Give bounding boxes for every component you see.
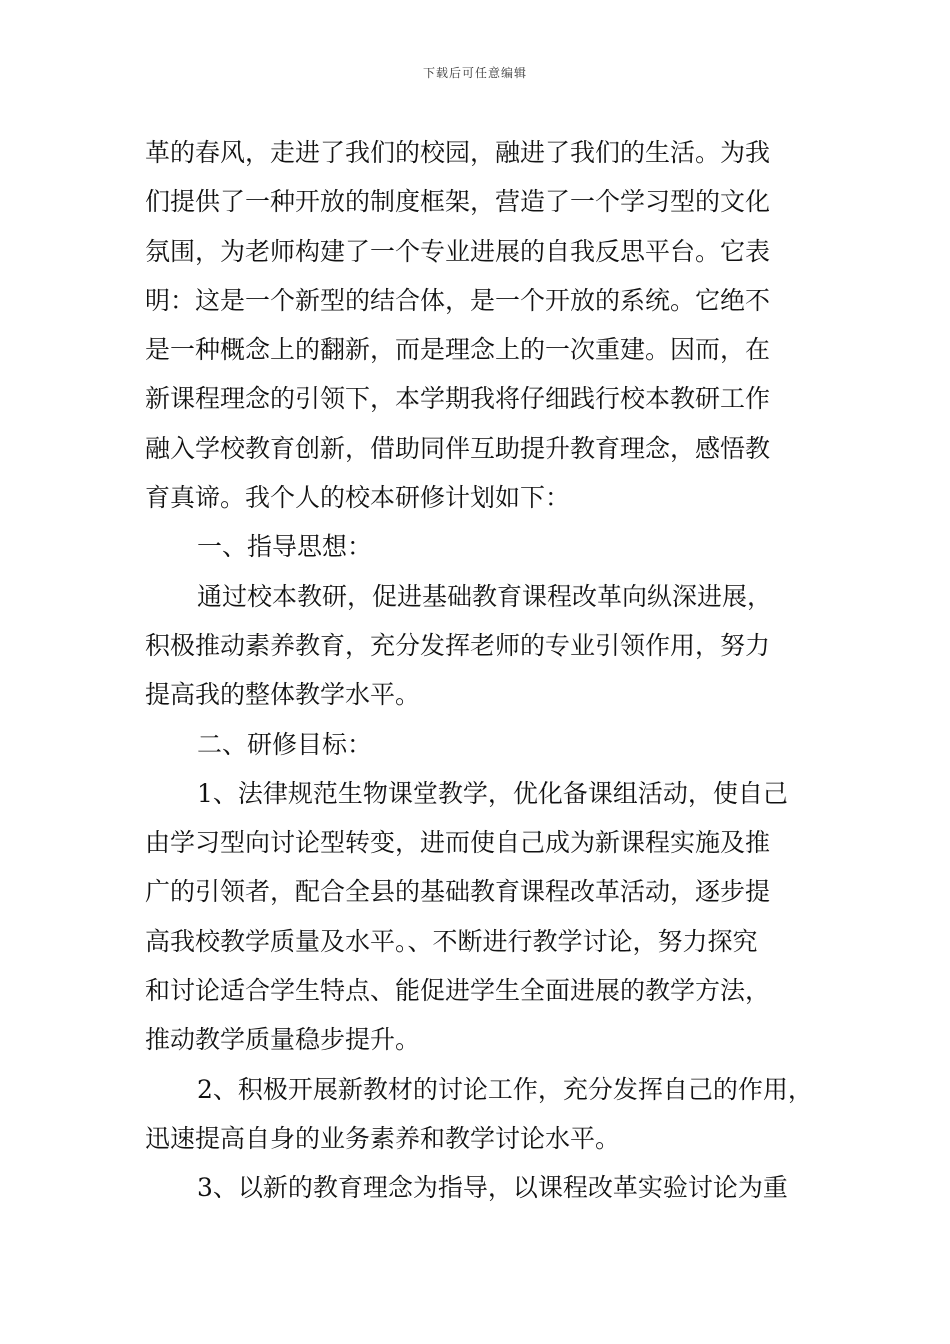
text-line: 迅速提高自身的业务素养和教学讨论水平。 <box>145 1123 621 1153</box>
page-header: 下载后可任意编辑 <box>422 66 527 80</box>
text-line: 高我校教学质量及水平。、不断进行教学讨论，努力探究 <box>145 926 758 956</box>
text-line: 革的春风，走进了我们的校园，融进了我们的生活。为我 <box>145 138 771 167</box>
text-line: 明：这是一个新型的结合体，是一个开放的系统。它绝不 <box>145 285 771 315</box>
text-line: 2、积极开展新教材的讨论工作，充分发挥自己的作用， <box>197 1074 813 1104</box>
text-line: 和讨论适合学生特点、能促进学生全面进展的教学方法， <box>145 976 771 1006</box>
text-line: 推动教学质量稳步提升。 <box>145 1025 421 1055</box>
text-line: 是一种概念上的翻新，而是理念上的一次重建。因而，在 <box>145 335 771 365</box>
text-line: 提高我的整体教学水平。 <box>145 680 421 710</box>
text-line: 们提供了一种开放的制度框架，营造了一个学习型的文化 <box>145 187 771 217</box>
text-line: 融入学校教育创新，借助同伴互助提升教育理念，感悟教 <box>145 433 771 463</box>
text-line: 育真谛。我个人的校本研修计划如下： <box>145 483 571 513</box>
text-line: 积极推动素养教育，充分发挥老师的专业引领作用，努力 <box>145 630 771 660</box>
text-line: 氛围，为老师构建了一个专业进展的自我反思平台。它表 <box>145 236 771 266</box>
document-body <box>145 128 813 1213</box>
text-line: 广的引领者，配合全县的基础教育课程改革活动，逐步提 <box>145 877 771 907</box>
section-heading: 二、研修目标： <box>197 729 373 759</box>
text-line: 1、法律规范生物课堂教学，优化备课组活动，使自己 <box>197 778 788 808</box>
text-line: 3、以新的教育理念为指导，以课程改革实验讨论为重 <box>197 1173 788 1203</box>
text-line: 由学习型向讨论型转变，进而使自己成为新课程实施及推 <box>145 828 771 858</box>
section-heading: 一、指导思想： <box>197 532 373 562</box>
text-line: 通过校本教研，促进基础教育课程改革向纵深进展， <box>197 581 773 611</box>
text-line: 新课程理念的引领下，本学期我将仔细践行校本教研工作 <box>145 384 771 414</box>
